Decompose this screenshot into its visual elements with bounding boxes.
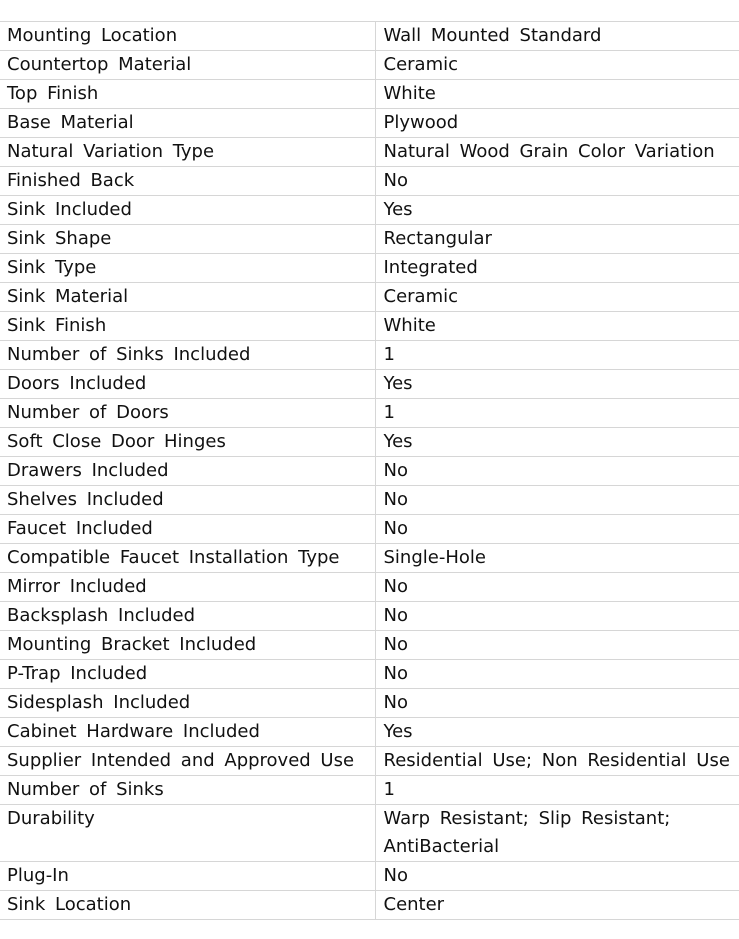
spec-value: 1	[375, 776, 739, 805]
spec-value: Wall Mounted Standard	[375, 22, 739, 51]
spec-label: Mounting Location	[0, 22, 375, 51]
spec-label: Plug-In	[0, 862, 375, 891]
spec-label: Finished Back	[0, 167, 375, 196]
spec-value: Yes	[375, 370, 739, 399]
table-row	[0, 689, 739, 718]
spec-label: Backsplash Included	[0, 602, 375, 631]
spec-label: Faucet Included	[0, 515, 375, 544]
spec-label: Sidesplash Included	[0, 689, 375, 718]
table-row	[0, 515, 739, 544]
spec-value: Integrated	[375, 254, 739, 283]
spec-value: Yes	[375, 196, 739, 225]
table-row	[0, 283, 739, 312]
spec-label: Sink Included	[0, 196, 375, 225]
spec-label: Supplier Intended and Approved Use	[0, 747, 375, 776]
spec-label: Mirror Included	[0, 573, 375, 602]
spec-label: Drawers Included	[0, 457, 375, 486]
spec-label: Number of Sinks Included	[0, 341, 375, 370]
table-row	[0, 631, 739, 660]
spec-label: Sink Shape	[0, 225, 375, 254]
table-row	[0, 776, 739, 805]
spec-value: Rectangular	[375, 225, 739, 254]
spec-value: White	[375, 312, 739, 341]
spec-value: Center	[375, 891, 739, 920]
table-row	[0, 80, 739, 109]
spec-label: Sink Location	[0, 891, 375, 920]
spec-label: Countertop Material	[0, 51, 375, 80]
table-row	[0, 51, 739, 80]
spec-label: Soft Close Door Hinges	[0, 428, 375, 457]
table-row	[0, 312, 739, 341]
spec-label: Shelves Included	[0, 486, 375, 515]
table-row	[0, 862, 739, 891]
spec-value: No	[375, 689, 739, 718]
spec-value: Plywood	[375, 109, 739, 138]
table-row	[0, 428, 739, 457]
table-row	[0, 486, 739, 515]
spec-label: Compatible Faucet Installation Type	[0, 544, 375, 573]
spec-label: Number of Sinks	[0, 776, 375, 805]
spec-value: No	[375, 660, 739, 689]
table-row	[0, 370, 739, 399]
spec-value: Ceramic	[375, 283, 739, 312]
spec-label: Sink Material	[0, 283, 375, 312]
table-row	[0, 225, 739, 254]
table-row	[0, 805, 739, 862]
spec-label: Mounting Bracket Included	[0, 631, 375, 660]
spec-value: No	[375, 862, 739, 891]
table-row	[0, 747, 739, 776]
spec-label: Sink Type	[0, 254, 375, 283]
spec-value: No	[375, 167, 739, 196]
table-row	[0, 891, 739, 920]
spec-value: White	[375, 80, 739, 109]
table-row	[0, 457, 739, 486]
spec-label: Natural Variation Type	[0, 138, 375, 167]
spec-value: Ceramic	[375, 51, 739, 80]
table-row	[0, 573, 739, 602]
specifications-table	[0, 21, 739, 920]
table-row	[0, 602, 739, 631]
spec-label: Sink Finish	[0, 312, 375, 341]
spec-value: No	[375, 457, 739, 486]
spec-value: No	[375, 515, 739, 544]
spec-label: Base Material	[0, 109, 375, 138]
spec-label: Durability	[0, 805, 375, 862]
spec-value: Yes	[375, 428, 739, 457]
spec-label: Doors Included	[0, 370, 375, 399]
table-row	[0, 718, 739, 747]
spec-value: 1	[375, 341, 739, 370]
spec-value: No	[375, 602, 739, 631]
spec-value: No	[375, 486, 739, 515]
table-row	[0, 109, 739, 138]
table-row	[0, 399, 739, 428]
table-row	[0, 167, 739, 196]
spec-label: Number of Doors	[0, 399, 375, 428]
spec-label: P-Trap Included	[0, 660, 375, 689]
spec-label: Cabinet Hardware Included	[0, 718, 375, 747]
spec-value: Single-Hole	[375, 544, 739, 573]
table-row	[0, 138, 739, 167]
table-row	[0, 196, 739, 225]
spec-value: 1	[375, 399, 739, 428]
spec-value: Natural Wood Grain Color Variation	[375, 138, 739, 167]
spec-value: Warp Resistant; Slip Resistant; AntiBacterial	[375, 805, 739, 862]
spec-value: No	[375, 631, 739, 660]
spec-value: No	[375, 573, 739, 602]
spec-label: Top Finish	[0, 80, 375, 109]
table-row	[0, 22, 739, 51]
table-row	[0, 660, 739, 689]
spec-value: Yes	[375, 718, 739, 747]
table-row	[0, 254, 739, 283]
spec-value: Residential Use; Non Residential Use	[375, 747, 739, 776]
table-row	[0, 341, 739, 370]
table-row	[0, 544, 739, 573]
